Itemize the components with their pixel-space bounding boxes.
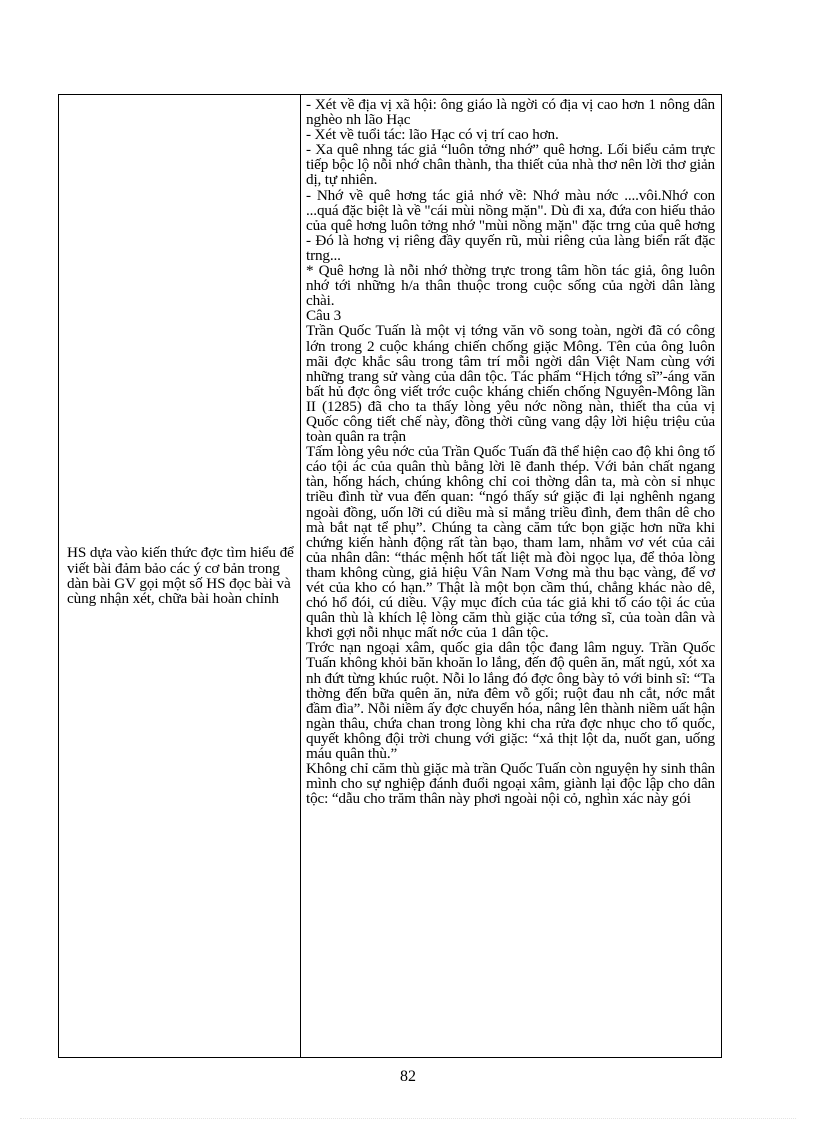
paragraph: Trần Quốc Tuấn là một vị tớng văn võ song toàn, ngời đã có công lớn trong 2 cuộc kháng chiến chống giặc Mông. Tên của ông luôn mãi đợc khắc sâu trong tâm trí mỗi ngời dân Việt Nam cùng với những trang sử vàng của dân tộc. Tác phẩm “Hịch tớng sĩ”-áng văn bất hủ đợc ông viết trớc cuộc kháng chiến chống Nguyên-Mông lần II (1285) đã cho ta thấy lòng yêu nớc nồng nàn, thiết tha của vị Quốc công tiết chế này, đồng thời cũng vang dậy lời hiệu triệu của toàn quân ra trận [306,322,715,446]
activity-text: HS dựa vào kiến thức đợc tìm hiểu để viết bài đảm bảo các ý cơ bản trong dàn bài GV gọi một số HS đọc bài và cùng nhận xét, chữa bài hoàn chỉnh [67,544,294,608]
paragraph: - Nhớ về quê hơng tác giả nhớ về: Nhớ màu nớc ....vôi.Nhớ con ...quá đặc biệt là về "cái mùi nồng mặn". Dù đi xa, đứa con hiếu thảo của quê hơng luôn tởng nhớ "mùi nồng mặn" đặc trng của quê hơng - Đó là hơng vị riêng đầy quyến rũ, mùi riêng của làng biển rất đặc trng... [306,186,715,264]
paragraph: Trớc nạn ngoại xâm, quốc gia dân tộc đang lâm nguy. Trần Quốc Tuấn không khỏi băn khoăn lo lắng, đến độ quên ăn, mất ngủ, xót xa nh đứt từng khúc ruột. Nỗi lo lắng đó đợc ông bày tỏ với binh sĩ: “Ta thờng đến bữa quên ăn, nửa đêm vỗ gối; ruột đau nh cắt, nớc mắt đầm đìa”. Nỗi niềm ấy đợc chuyển hóa, nâng lên thành niềm uất hận ngàn thâu, chứa chan trong lòng khi cha rửa đợc nhục cho tổ quốc, quyết không đội trời chung với giặc: “xả thịt lột da, nuốt gan, uống máu quân thù.” [306,639,715,763]
content-cell [301,95,721,1057]
paragraph: Không chỉ căm thù giặc mà trần Quốc Tuấn còn nguyện hy sinh thân mình cho sự nghiệp đánh đuổi ngoại xâm, giành lại độc lập cho dân tộc: “dẫu cho trăm thân này phơi ngoài nội cỏ, nghìn xác này gói [306,760,715,808]
paragraph: - Xét về tuổi tác: lão Hạc có vị trí cao hơn. [306,126,559,144]
paragraph: - Xa quê nhng tác giả “luôn tởng nhớ” quê hơng. Lối biểu cảm trực tiếp bộc lộ nỗi nhớ chân thành, tha thiết của nhà thơ nên lời thơ giản dị, tự nhiên. [306,141,715,189]
section-heading: Câu 3 [306,307,342,325]
activity-cell [59,95,301,1057]
paragraph: Tấm lòng yêu nớc của Trần Quốc Tuấn đã thể hiện cao độ khi ông tố cáo tội ác của quân thù bằng lời lẽ đanh thép. Với bản chất ngang tàn, hống hách, chúng không chỉ coi thờng dân ta, mà còn sỉ nhục triều đình từ vua đến quan: “ngó thấy sứ giặc đi lại nghênh ngang ngoài đồng, uốn lỡi cú diều mà sỉ mắng triều đình, đem thân dê cho mà bắt nạt tể phụ”. Chúng ta càng căm tức bọn giặc hơn nữa khi chứng kiến hành động rất tàn bạo, tham lam, nhằm vơ vét của cải của nhân dân: “thác mệnh hốt tất liệt mà đòi ngọc lụa, để thỏa lòng tham không cùng, giả hiệu Vân Nam Vơng mà thu bạc vàng, để vơ vét của kho có hạn.” Thật là một bọn cầm thú, chẳng khác nào dê, chó hổ đói, cú diều. Vậy mục đích của tác giả khi tố cáo tội ác của quân thù là khích lệ lòng căm thù giặc của tớng sĩ, của toàn dân và khơi gợi nỗi nhục mất nớc của 1 dân tộc. [306,443,715,642]
content-table [58,94,722,1058]
footer-divider [20,1118,796,1119]
paragraph: * Quê hơng là nỗi nhớ thờng trực trong tâm hồn tác giả, ông luôn nhớ tới những h/a thân thuộc trong cuộc sống của ngời dân làng chài. [306,262,715,310]
page-number: 82 [400,1068,416,1085]
paragraph: - Xét về địa vị xã hội: ông giáo là ngời có địa vị cao hơn 1 nông dân nghèo nh lão Hạc [306,96,715,129]
